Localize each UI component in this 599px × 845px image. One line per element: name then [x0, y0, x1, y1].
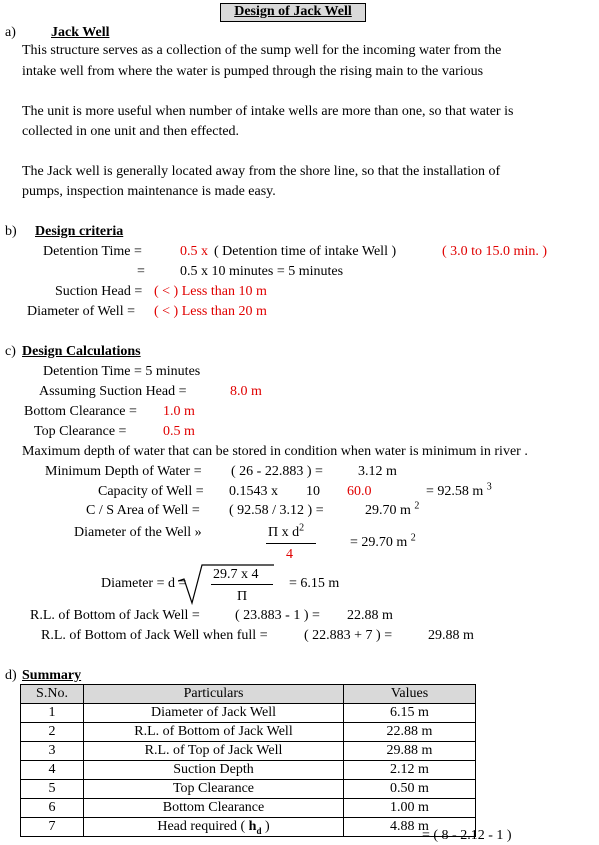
- calc-root-result: = 6.15 m: [289, 576, 340, 591]
- summary-header-row: [21, 685, 476, 704]
- calc-root-numerator: 29.7 x 4: [213, 567, 259, 582]
- calc-detention: Detention Time = 5 minutes: [43, 364, 201, 379]
- calc-root-denominator: Π: [237, 589, 248, 604]
- header-sno: S.No.: [21, 685, 84, 704]
- calc-capacity-result: = 92.58 m $^3$: [426, 481, 492, 499]
- criteria-detention-calc: 0.5 x 10 minutes = 5 minutes: [180, 264, 344, 279]
- header-values: Values: [344, 685, 476, 704]
- calc-rl-full-label: R.L. of Bottom of Jack Well when full =: [41, 628, 268, 643]
- page-title: Design of Jack Well: [234, 4, 352, 19]
- section-b-letter: b): [5, 224, 17, 239]
- row-sno: 6: [21, 799, 84, 818]
- row-sno: 2: [21, 723, 84, 742]
- criteria-eq-sign: =: [137, 264, 145, 279]
- section-c-heading: Design Calculations: [22, 344, 141, 359]
- calc-min-depth-label: Minimum Depth of Water =: [45, 464, 202, 479]
- calc-rl-bottom-label: R.L. of Bottom of Jack Well =: [30, 608, 200, 623]
- calc-top-value: 0.5 m: [163, 424, 195, 439]
- calc-diameter-numerator: Π x $d^2$: [268, 522, 305, 540]
- row-value: 4.88 m: [344, 818, 476, 837]
- para-2-line-2: collected in one unit and then effected.: [22, 124, 240, 139]
- calc-cs-label: C / S Area of Well =: [86, 503, 200, 518]
- row-sno: 1: [21, 704, 84, 723]
- criteria-suction-value: ( < ) Less than 10 m: [154, 284, 267, 299]
- section-b-heading: Design criteria: [35, 224, 124, 239]
- calc-rl-bottom-calc: ( 23.883 - 1 ) =: [235, 608, 320, 623]
- row-value: 2.12 m: [344, 761, 476, 780]
- criteria-detention-label: Detention Time =: [43, 244, 142, 259]
- table-row: [21, 818, 476, 837]
- row-value: 0.50 m: [344, 780, 476, 799]
- para-3-line-1: The Jack well is generally located away from the shore line, so that the installation of: [22, 164, 501, 179]
- table-row: [21, 742, 476, 761]
- calc-diameter-well-label: Diameter of the Well »: [74, 525, 202, 540]
- row-particular: Top Clearance: [84, 780, 344, 799]
- row-particular-head: Head required ( $h_d$ ): [84, 818, 344, 837]
- calc-diameter-denominator: 4: [286, 547, 293, 562]
- criteria-detention-factor: 0.5 x: [180, 244, 208, 259]
- row-particular: R.L. of Top of Jack Well: [84, 742, 344, 761]
- root-fraction-line: [211, 584, 273, 585]
- row-particular: Diameter of Jack Well: [84, 704, 344, 723]
- row-value: 22.88 m: [344, 723, 476, 742]
- section-c-letter: c): [5, 344, 16, 359]
- table-row: [21, 799, 476, 818]
- calc-capacity-label: Capacity of Well =: [98, 484, 204, 499]
- table-row: [21, 723, 476, 742]
- table-row: [21, 761, 476, 780]
- calc-bottom-label: Bottom Clearance =: [24, 404, 137, 419]
- section-a-heading: Jack Well: [51, 25, 110, 40]
- row-sno: 5: [21, 780, 84, 799]
- row-value: 1.00 m: [344, 799, 476, 818]
- table-row: [21, 704, 476, 723]
- calc-min-depth-calc: ( 26 - 22.883 ) =: [231, 464, 323, 479]
- calc-top-label: Top Clearance =: [34, 424, 127, 439]
- row-particular: Suction Depth: [84, 761, 344, 780]
- header-particulars: Particulars: [84, 685, 344, 704]
- diameter-fraction-line: [266, 543, 316, 544]
- para-2-line-1: The unit is more useful when number of intake wells are more than one, so that water is: [22, 104, 514, 119]
- section-a-letter: a): [5, 25, 16, 40]
- criteria-suction-label: Suction Head =: [55, 284, 143, 299]
- row-sno: 3: [21, 742, 84, 761]
- head-required-note: = ( 8 - 2.12 - 1 ): [422, 828, 512, 843]
- row-particular: Bottom Clearance: [84, 799, 344, 818]
- criteria-diameter-value: ( < ) Less than 20 m: [154, 304, 267, 319]
- calc-cs-calc: ( 92.58 / 3.12 ) =: [229, 503, 324, 518]
- calc-rl-full-value: 29.88 m: [428, 628, 474, 643]
- calc-capacity-c: 60.0: [347, 484, 372, 499]
- para-1-line-2: intake well from where the water is pumped through the rising main to the various: [22, 64, 484, 79]
- calc-capacity-b: 10: [306, 484, 320, 499]
- summary-table: [20, 684, 476, 837]
- para-3-line-2: pumps, inspection maintenance is made easy.: [22, 184, 276, 199]
- calc-suction-value: 8.0 m: [230, 384, 262, 399]
- calc-cs-value: 29.70 m $^2$: [365, 500, 420, 518]
- calc-bottom-value: 1.0 m: [163, 404, 195, 419]
- table-row: [21, 780, 476, 799]
- calc-rl-full-calc: ( 22.883 + 7 ) =: [304, 628, 393, 643]
- row-value: 29.88 m: [344, 742, 476, 761]
- calc-diameter-d-label: Diameter = d =: [101, 576, 187, 591]
- calc-diameter-result: = 29.70 m $^2$: [350, 532, 416, 550]
- para-1-line-1: This structure serves as a collection of the sump well for the incoming water from the: [22, 43, 502, 58]
- row-sno: 4: [21, 761, 84, 780]
- calc-suction-label: Assuming Suction Head =: [39, 384, 187, 399]
- criteria-detention-range: ( 3.0 to 15.0 min. ): [442, 244, 547, 259]
- calc-min-depth-value: 3.12 m: [358, 464, 397, 479]
- section-d-heading: Summary: [22, 668, 82, 683]
- row-value: 6.15 m: [344, 704, 476, 723]
- row-particular: R.L. of Bottom of Jack Well: [84, 723, 344, 742]
- row-sno: 7: [21, 818, 84, 837]
- section-d-letter: d): [5, 668, 17, 683]
- calc-max-depth-text: Maximum depth of water that can be stored in condition when water is minimum in river .: [22, 444, 528, 459]
- calc-capacity-a: 0.1543 x: [229, 484, 278, 499]
- criteria-detention-paren: ( Detention time of intake Well ): [214, 244, 397, 259]
- calc-rl-bottom-value: 22.88 m: [347, 608, 393, 623]
- criteria-diameter-label: Diameter of Well =: [27, 304, 135, 319]
